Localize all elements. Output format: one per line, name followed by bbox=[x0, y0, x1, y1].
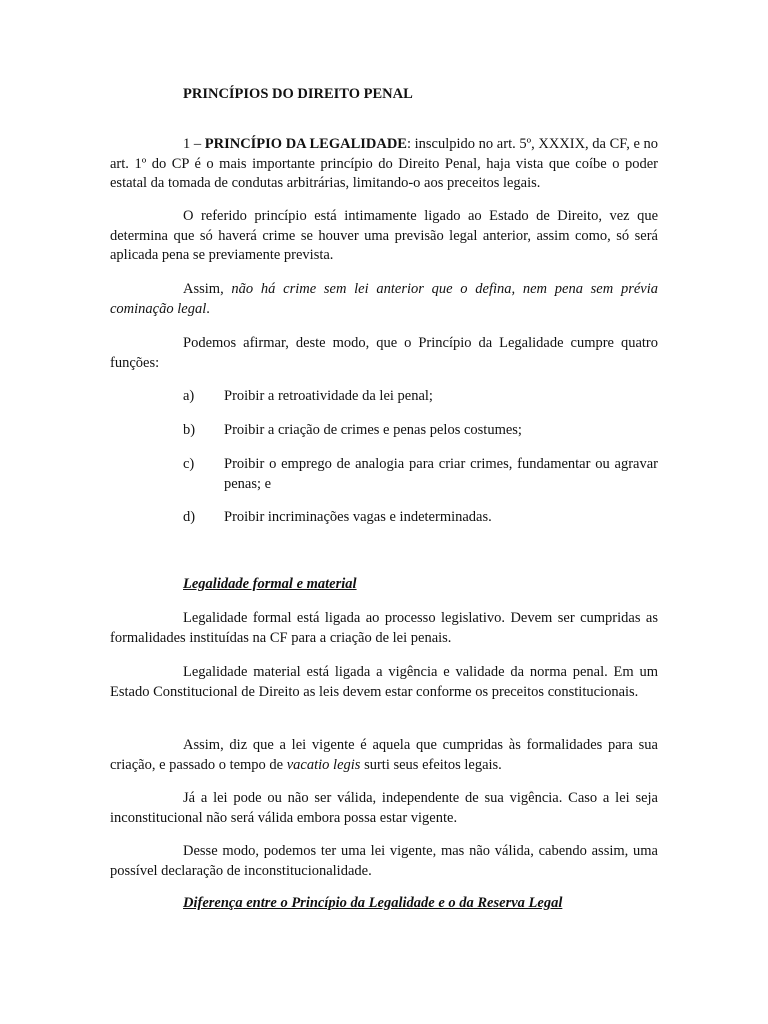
document-page bbox=[110, 0, 658, 1024]
paragraph-text: : insculpido no art. 5º, XXXIX, da CF, e no art. 1º do CP é o mais importante princípio do Direito Penal, haja vista que coíbe o poder estatal da tomada de condutas arbitrárias, limitando-o aos preceitos legais. bbox=[110, 136, 659, 192]
section-heading: PRINCÍPIO DA LEGALIDADE bbox=[204, 136, 407, 152]
subheading-legal-reserve: Diferença entre o Princípio da Legalidade e o da Reserva Legal bbox=[183, 895, 563, 911]
latin-maxim-quote: não há crime sem lei anterior que o defina, nem pena sem prévia cominação legal bbox=[110, 281, 658, 317]
paragraph-validity: Já a lei pode ou não ser válida, independente de sua vigência. Caso a lei seja inconstitucional não será válida embora possa estar vigente. bbox=[110, 790, 658, 826]
paragraph-lead: Assim, bbox=[183, 281, 232, 297]
paragraph-maxim bbox=[110, 280, 658, 319]
paragraph-tail: . bbox=[206, 300, 210, 317]
paragraph-rule-of-law: O referido princípio está intimamente ligado ao Estado de Direito, vez que determina que só haverá crime se houver uma previsão legal anterior, assim como, só será aplicada pena se previamente prevista. bbox=[110, 208, 658, 264]
list-item-text: Proibir a retroatividade da lei penal; bbox=[224, 388, 433, 404]
paragraph-material-legality: Legalidade material está ligada a vigência e validade da norma penal. Em um Estado Constitucional de Direito as leis devem estar conforme os preceitos constitucionais. bbox=[110, 664, 658, 700]
paragraph-lead: Assim, diz que a lei vigente é aquela que cumpridas às formalidades para sua criação, e passado o tempo de bbox=[110, 737, 658, 773]
list-item bbox=[183, 387, 658, 407]
list-item-text: Proibir incriminações vagas e indeterminadas. bbox=[224, 509, 492, 525]
list-item bbox=[183, 421, 658, 441]
list-marker: c) bbox=[183, 456, 195, 472]
list-marker: b) bbox=[183, 422, 196, 438]
list-item-text: Proibir o emprego de analogia para criar crimes, fundamentar ou agravar penas; e bbox=[224, 456, 658, 492]
list-item-text: Proibir a criação de crimes e penas pelos costumes; bbox=[224, 422, 522, 438]
list-item bbox=[183, 508, 658, 528]
latin-term: vacatio legis bbox=[286, 756, 361, 773]
document-title: PRINCÍPIOS DO DIREITO PENAL bbox=[183, 86, 413, 102]
subheading-formal-material: Legalidade formal e material bbox=[183, 576, 357, 592]
section-number: 1 – bbox=[183, 136, 205, 152]
paragraph-vigente-law bbox=[110, 736, 658, 775]
paragraph-conclusion: Desse modo, podemos ter uma lei vigente, mas não válida, cabendo assim, uma possível declaração de inconstitucionalidade. bbox=[110, 843, 658, 879]
list-marker: d) bbox=[183, 509, 196, 525]
paragraph-functions-intro: Podemos afirmar, deste modo, que o Princípio da Legalidade cumpre quatro funções: bbox=[110, 335, 658, 371]
list-marker: a) bbox=[183, 388, 195, 404]
list-item bbox=[183, 455, 658, 494]
paragraph-legality-principle bbox=[110, 135, 658, 194]
paragraph-formal-legality: Legalidade formal está ligada ao processo legislativo. Devem ser cumpridas as formalidades instituídas na CF para a criação de lei penais. bbox=[110, 610, 658, 646]
paragraph-tail: surti seus efeitos legais. bbox=[360, 756, 502, 773]
